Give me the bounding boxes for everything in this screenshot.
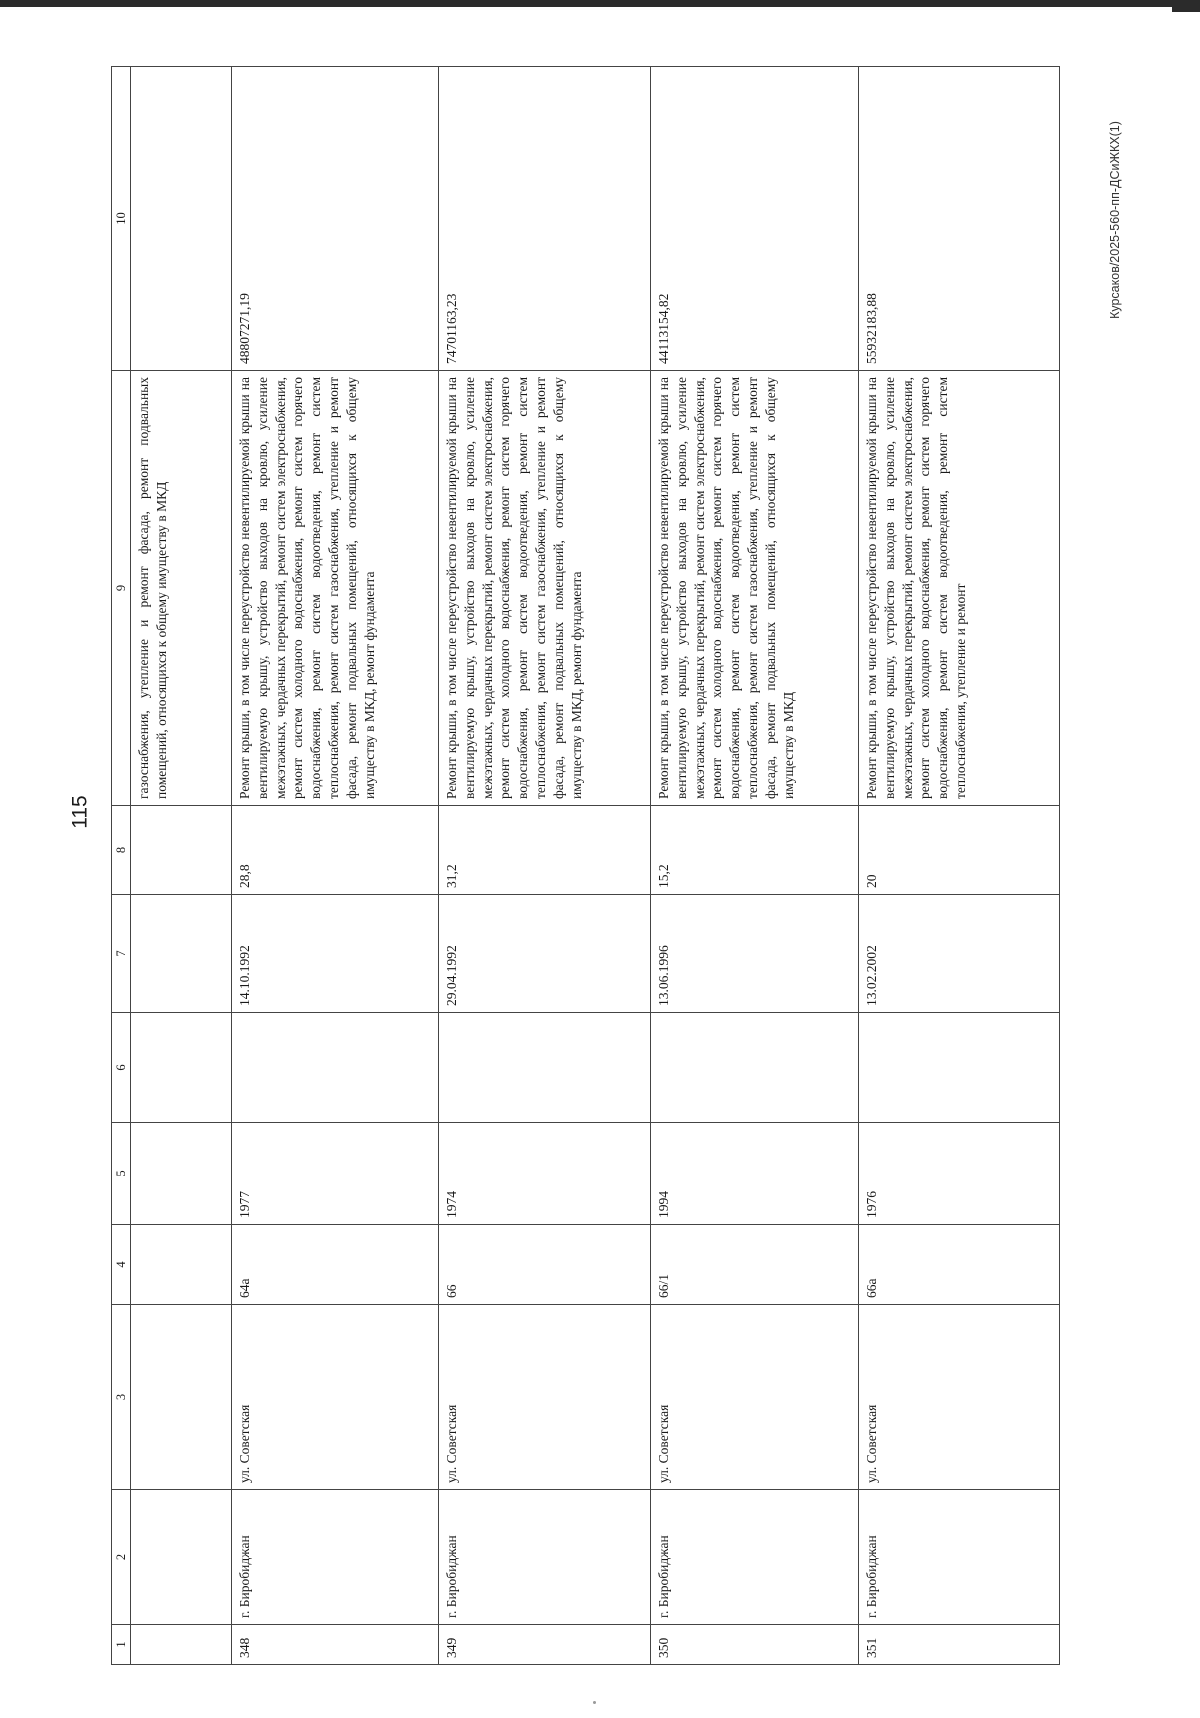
wear-cell: 15,2 <box>651 806 859 895</box>
table-row <box>232 67 439 1665</box>
column-number: 6 <box>112 1013 131 1123</box>
city-cell: г. Биробиджан <box>859 1490 1060 1625</box>
works-cell: Ремонт крыши, в том числе переустройство невентилируемой крыши на вентилируемую крышу, устройство выходов на кровлю, усиление межэтажных, чердачных перекрытий, ремонт систем электроснабжения, ремонт систем холодного водоснабжения, ремонт систем горячего водоснабжения, ремонт систем водоотведения, ремонт систем теплоснабжения, утепление и ремонт <box>859 371 1060 806</box>
scan-speck <box>593 1701 596 1704</box>
column-number-row <box>112 67 131 1665</box>
cost-cell: 48807271,19 <box>232 67 439 371</box>
city-cell: г. Биробиджан <box>232 1490 439 1625</box>
street-cell: ул. Советская <box>859 1305 1060 1490</box>
house-cell: 64а <box>232 1225 439 1305</box>
house-cell: 66а <box>859 1225 1060 1305</box>
continuation-row <box>131 67 232 1665</box>
street-cell: ул. Советская <box>232 1305 439 1490</box>
row-number: 350 <box>651 1625 859 1665</box>
row-number: 348 <box>232 1625 439 1665</box>
document-reference-text: Курсаков/2025-560-пп-ДСиЖКХ(1) <box>1108 121 1122 319</box>
year-cell: 1994 <box>651 1123 859 1225</box>
column-6-cell <box>859 1013 1060 1123</box>
works-cell: Ремонт крыши, в том числе переустройство невентилируемой крыши на вентилируемую крышу, устройство выходов на кровлю, усиление межэтажных, чердачных перекрытий, ремонт систем электроснабжения, ремонт систем холодного водоснабжения, ремонт систем горячего водоснабжения, ремонт систем водоотведения, ремонт систем теплоснабжения, ремонт систем газоснабжения, утепление и ремонт фасада, ремонт подвальных помещений, относящихся к общему имуществу в МКД, ремонт фундамента <box>439 371 651 806</box>
row-number: 349 <box>439 1625 651 1665</box>
column-number: 7 <box>112 895 131 1013</box>
continuation-text: газоснабжения, утепление и ремонт фасада, ремонт подвальных помещений, относящихся к общему имуществу в МКД <box>131 371 232 806</box>
column-number: 4 <box>112 1225 131 1305</box>
wear-cell: 31,2 <box>439 806 651 895</box>
year-cell: 1977 <box>232 1123 439 1225</box>
column-number: 9 <box>112 371 131 806</box>
column-number: 3 <box>112 1305 131 1490</box>
table-wrapper <box>111 67 1060 1665</box>
column-6-cell <box>439 1013 651 1123</box>
column-number: 5 <box>112 1123 131 1225</box>
wear-cell: 20 <box>859 806 1060 895</box>
column-number: 10 <box>112 67 131 371</box>
date-cell: 13.02.2002 <box>859 895 1060 1013</box>
cost-cell: 44113154,82 <box>651 67 859 371</box>
page-number-text: 115 <box>69 795 93 829</box>
street-cell: ул. Советская <box>439 1305 651 1490</box>
works-cell: Ремонт крыши, в том числе переустройство невентилируемой крыши на вентилируемую крышу, устройство выходов на кровлю, усиление межэтажных, чердачных перекрытий, ремонт систем электроснабжения, ремонт систем холодного водоснабжения, ремонт систем горячего водоснабжения, ремонт систем водоотведения, ремонт систем теплоснабжения, ремонт систем газоснабжения, утепление и ремонт фасада, ремонт подвальных помещений, относящихся к общему имуществу в МКД, ремонт фундамента <box>232 371 439 806</box>
column-number: 1 <box>112 1625 131 1665</box>
document-reference <box>1103 90 1127 350</box>
year-cell: 1974 <box>439 1123 651 1225</box>
page-number <box>70 792 92 832</box>
row-number: 351 <box>859 1625 1060 1665</box>
scan-top-edge <box>0 0 1200 7</box>
column-number: 2 <box>112 1490 131 1625</box>
date-cell: 13.06.1996 <box>651 895 859 1013</box>
column-6-cell <box>232 1013 439 1123</box>
city-cell: г. Биробиджан <box>439 1490 651 1625</box>
house-cell: 66/1 <box>651 1225 859 1305</box>
table-row <box>439 67 651 1665</box>
cost-cell: 74701163,23 <box>439 67 651 371</box>
street-cell: ул. Советская <box>651 1305 859 1490</box>
rotated-table-frame <box>111 67 1060 1665</box>
column-number: 8 <box>112 806 131 895</box>
date-cell: 14.10.1992 <box>232 895 439 1013</box>
house-cell: 66 <box>439 1225 651 1305</box>
wear-cell: 28,8 <box>232 806 439 895</box>
table-row <box>651 67 859 1665</box>
table-row <box>859 67 1060 1665</box>
capital-repair-table <box>111 66 1060 1665</box>
year-cell: 1976 <box>859 1123 1060 1225</box>
date-cell: 29.04.1992 <box>439 895 651 1013</box>
cost-cell: 55932183,88 <box>859 67 1060 371</box>
works-cell: Ремонт крыши, в том числе переустройство невентилируемой крыши на вентилируемую крышу, устройство выходов на кровлю, усиление межэтажных, чердачных перекрытий, ремонт систем электроснабжения, ремонт систем холодного водоснабжения, ремонт систем горячего водоснабжения, ремонт систем водоотведения, ремонт систем теплоснабжения, ремонт систем газоснабжения, утепление и ремонт фасада, ремонт подвальных помещений, относящихся к общему имуществу в МКД <box>651 371 859 806</box>
city-cell: г. Биробиджан <box>651 1490 859 1625</box>
scan-top-edge-mark <box>1172 0 1200 12</box>
column-6-cell <box>651 1013 859 1123</box>
